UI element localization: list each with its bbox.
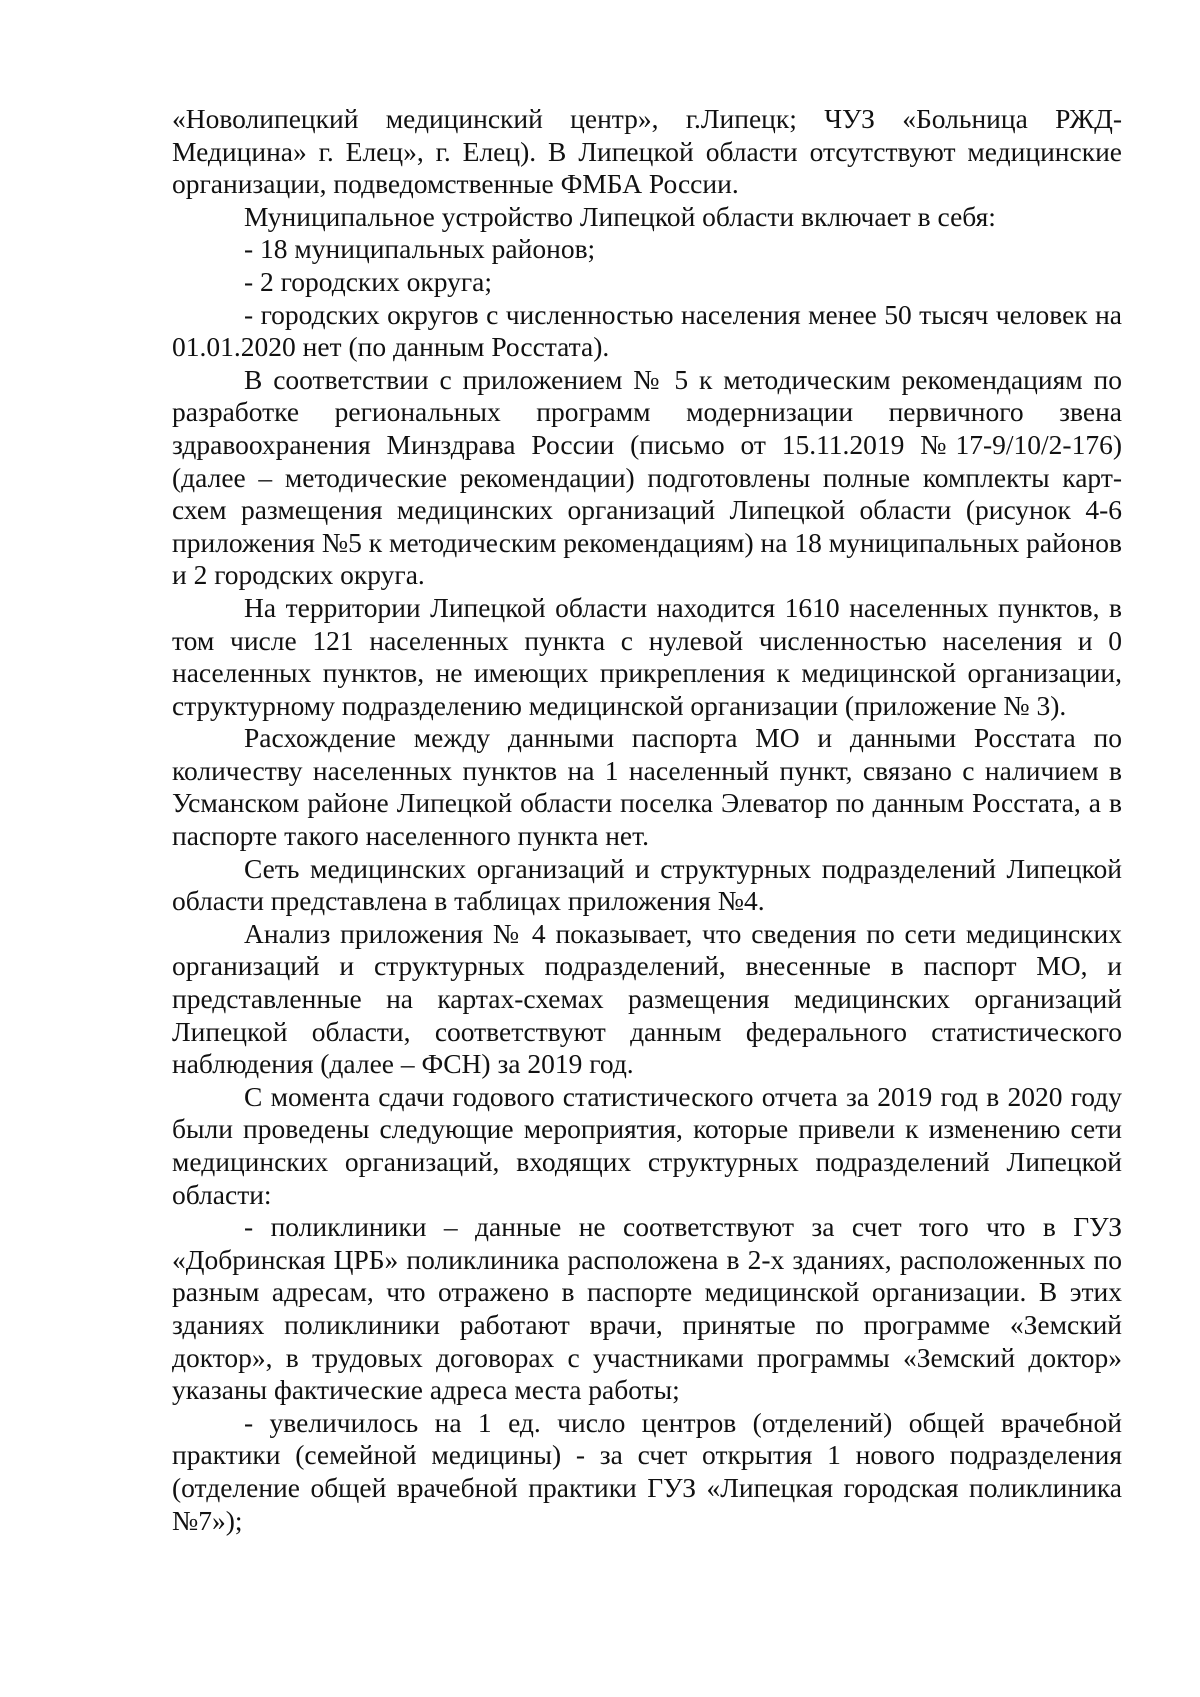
paragraph-2020-measures: С момента сдачи годового статистического отчета за 2019 год в 2020 году были проведены следующие мероприятия, которые привели к изменению сети медицинских организаций, входящих структурных подразделений Липецкой области: bbox=[172, 1080, 1122, 1210]
paragraph-continuation: «Новолипецкий медицинский центр», г.Липецк; ЧУЗ «Больница РЖД-Медицина» г. Елец», г. Елец). В Липецкой области отсутствуют медицинские организации, подведомственные ФМБА России. bbox=[172, 103, 1122, 200]
paragraph-network: Сеть медицинских организаций и структурных подразделений Липецкой области представлена в таблицах приложения №4. bbox=[172, 852, 1122, 917]
paragraph-analysis: Анализ приложения № 4 показывает, что сведения по сети медицинских организаций и структурных подразделений, внесенные в паспорт МО, и представленные на картах-схемах размещения медицинских организаций Липецкой области, соответствуют данным федерального статистического наблюдения (далее – ФСН) за 2019 год. bbox=[172, 917, 1122, 1080]
paragraph-settlements: На территории Липецкой области находится 1610 населенных пунктов, в том числе 121 населенных пункта с нулевой численностью населения и 0 населенных пунктов, не имеющих прикрепления к медицинской организации, структурному подразделению медицинской организации (приложение № 3). bbox=[172, 591, 1122, 721]
paragraph-method-recommendations: В соответствии с приложением № 5 к методическим рекомендациям по разработке региональных программ модернизации первичного звена здравоохранения Минздрава России (письмо от 15.11.2019 №17-9/10/2-176) (далее – методические рекомендации) подготовлены полные комплекты карт-схем размещения медицинских организаций Липецкой области (рисунок 4-6 приложения №5 к методическим рекомендациям) на 18 муниципальных районов и 2 городских округа. bbox=[172, 363, 1122, 591]
list-item-districts: - 18 муниципальных районов; bbox=[244, 233, 596, 265]
list-item-gp-centers: - увеличилось на 1 ед. число центров (отделений) общей врачебной практики (семейной медицины) - за счет открытия 1 нового подразделения (отделение общей врачебной практики ГУЗ «Липецкая городская поликлиника №7»); bbox=[172, 1406, 1122, 1536]
paragraph-discrepancy: Расхождение между данными паспорта МО и данными Росстата по количеству населенных пунктов на 1 населенный пункт, связано с наличием в Усманском районе Липецкой области поселка Элеватор по данным Росстата, а в паспорте такого населенного пункта нет. bbox=[172, 722, 1122, 852]
list-item-small-okrugs: - городских округов с численностью населения менее 50 тысяч человек на 01.01.2020 нет (по данным Росстата). bbox=[172, 298, 1122, 363]
list-item-urban-okrugs: - 2 городских округа; bbox=[244, 265, 492, 297]
paragraph-municipal-structure: Муниципальное устройство Липецкой области включает в себя: bbox=[244, 200, 996, 232]
list-item-polyclinics: - поликлиники – данные не соответствуют за счет того что в ГУЗ «Добринская ЦРБ» поликлиника расположена в 2-х зданиях, расположенных по разным адресам, что отражено в паспорте медицинской организации. В этих зданиях поликлиники работают врачи, принятые по программе «Земский доктор», в трудовых договорах с участниками программы «Земский доктор» указаны фактические адреса места работы; bbox=[172, 1211, 1122, 1406]
document-page bbox=[172, 103, 1122, 1537]
